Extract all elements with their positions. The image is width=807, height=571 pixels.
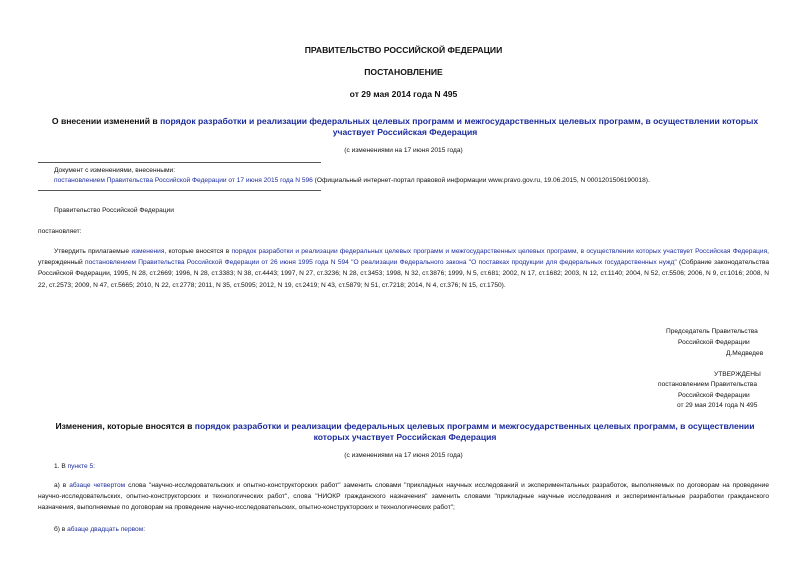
approved-by-decree: постановлением Правительства [658,381,758,388]
approved-stamp: УТВЕРЖДЕНЫ [714,371,761,378]
changes-title-prefix: Изменения, которые вносятся в [55,421,195,431]
changes-title-procedure-link[interactable]: порядок разработки и реализации федеральных целевых программ и межгосударственных целевых программ, в осуществлении которых участвует Российская Федерация [194,421,755,442]
amendment-decree-link[interactable]: постановлением Правительства Российской Федерации от 17 июня 2015 года N 596 [54,177,313,184]
changes-link[interactable]: изменения [131,248,165,255]
item-a-paragraph [38,481,769,513]
changes-box-label: Документ с изменениями, внесенными: [54,167,176,174]
item-1-suffix: : [93,463,95,470]
signature-country: Российской Федерации [678,339,750,346]
item-b-text-1: б) в [54,526,68,533]
signature-name: Д.Медведев [726,350,764,357]
title-procedure-link[interactable]: порядок разработки и реализации федеральных целевых программ и межгосударственных целевых программ, в осуществлении которых участвует Российская Федерация [160,116,759,137]
item-b-text-2: : [143,526,146,533]
official-portal-source: (Официальный интернет-портал правовой информации www.pravo.gov.ru, 19.06.2015, N 0001201506190018). [312,177,650,184]
title-prefix: О внесении изменений в [51,116,161,126]
approve-paragraph [38,246,769,291]
document-title [38,116,772,138]
paragraph-5-link[interactable]: пункте 5 [67,463,94,470]
changes-revision-note: (с изменениями на 17 июня 2015 года) [344,452,463,459]
government-heading: ПРАВИТЕЛЬСТВО РОССИЙСКОЙ ФЕДЕРАЦИИ [304,45,503,55]
legislation-collection-citations: (Собрание законодательства Российской Федерации, 1995, N 28, ст.2669; 1996, N 28, ст.3383; N 38, ст.4443; 1997, N 27, ст.3236; N 28, ст.3453; 1998, N 32, ст.3876; 1999, N 5, ст.681; 2002, N 17, ст.1682; 2003, N 12, ст.1140; 2004, N 52, ст.5506; 2006, N 9, ст.1016; 2008, N 22, ст.2573; 2009, N 47, ст.5665; 2010, N 22, ст.2778; 2011, N 35, ст.5095; 2012, N 19, ст.2419; N 43, ст.5879; N 51, ст.7218; 2014, N 4, ст.376; N 15, ст.1750). [38,259,769,289]
date-number-heading: от 29 мая 2014 года N 495 [349,89,458,99]
approve-text-1: Утвердить прилагаемые [54,248,132,255]
item-1 [54,463,95,470]
item-a-text-1: а) в [54,482,70,489]
revision-note: (с изменениями на 17 июня 2015 года) [344,147,463,154]
changes-box-top-rule [38,162,321,163]
changes-box-source-line [54,177,774,184]
item-1-prefix: 1. В [54,463,68,470]
signature-title: Председатель Правительства [666,328,758,335]
item-b-paragraph [54,526,145,533]
changes-box-bottom-rule [38,190,321,191]
document-type-heading: ПОСТАНОВЛЕНИЕ [364,67,443,77]
approve-text-3: , утвержденный [38,248,769,267]
preamble-government: Правительство Российской Федерации [54,207,174,214]
procedure-link[interactable]: порядок разработки и реализации федеральных целевых программ и межгосударственных целевых программ, в осуществлении которых участвует Российская Федерация [231,248,768,255]
approved-date-number: от 29 мая 2014 года N 495 [677,402,758,409]
decree-594-link[interactable]: постановлением Правительства Российской Федерации от 26 июня 1995 года N 594 "О реализации Федерального закона "О поставках продукции для федеральных государственных нужд" [85,259,677,267]
approved-country: Российской Федерации [678,392,750,399]
paragraph-twenty-first-link[interactable]: абзаце двадцать первом [67,526,144,533]
changes-title [38,421,772,443]
preamble-resolves: постановляет: [38,228,82,235]
item-a-text-2: слова "научно-исследовательских и опытно-конструкторских работ" заменить словами "прикладных научных исследований и экспериментальных разработок, выполняемых по договорам на проведение научно-исследовательских, опытно-конструкторских и технологических работ", слова "НИОКР гражданского назначения" заменить словами "прикладные научные исследования и экспериментальные разработки гражданского назначения, выполняемые по договорам на проведение научно-исследовательских, опытно-конструкторских и технологических работ"; [38,482,770,511]
paragraph-four-link[interactable]: абзаце четвертом [69,482,126,489]
approve-text-2: , которые вносятся в [164,248,232,255]
